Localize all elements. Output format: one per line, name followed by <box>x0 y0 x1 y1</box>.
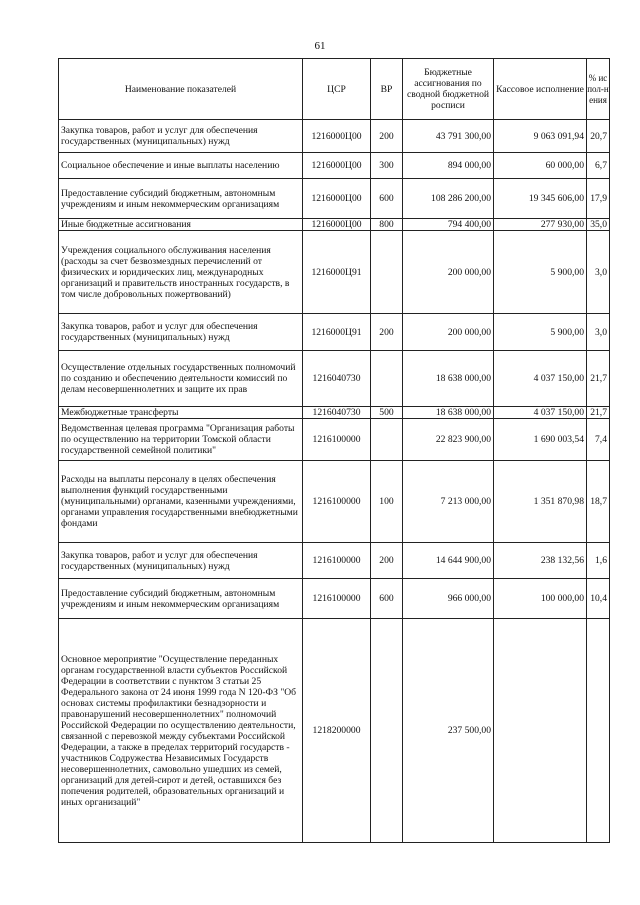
row-name: Учреждения социального обслуживания населения (расходы за счет безвозмездных перечислений от физических и юридических лиц, международных организаций и правительств иностранных государств, в том числе добровольных пожертвований) <box>59 231 303 314</box>
row-pct: 10,4 <box>587 579 610 619</box>
col-header-pct: % испол-нения <box>587 59 610 120</box>
table-row <box>59 461 610 543</box>
row-name: Закупка товаров, работ и услуг для обеспечения государственных (муниципальных) нужд <box>59 314 303 351</box>
col-header-allocations: Бюджетные ассигнования по сводной бюджетной росписи <box>403 59 494 120</box>
budget-table <box>58 58 610 843</box>
table-row <box>59 619 610 843</box>
row-pct: 1,6 <box>587 543 610 579</box>
row-csr: 1216100000 <box>303 419 371 461</box>
row-vr <box>371 231 403 314</box>
row-pct: 35,0 <box>587 219 610 231</box>
row-csr: 1216040730 <box>303 351 371 407</box>
row-csr: 1216100000 <box>303 579 371 619</box>
row-allocations: 966 000,00 <box>403 579 494 619</box>
row-csr: 1216100000 <box>303 461 371 543</box>
row-allocations: 7 213 000,00 <box>403 461 494 543</box>
row-cash: 1 690 003,54 <box>494 419 587 461</box>
row-cash: 5 900,00 <box>494 314 587 351</box>
table-row <box>59 179 610 219</box>
row-vr <box>371 419 403 461</box>
row-allocations: 200 000,00 <box>403 314 494 351</box>
row-pct: 6,7 <box>587 153 610 179</box>
row-vr: 100 <box>371 461 403 543</box>
row-pct: 18,7 <box>587 461 610 543</box>
row-name: Предоставление субсидий бюджетным, автономным учреждениям и иным некоммерческим организациям <box>59 179 303 219</box>
row-pct: 17,9 <box>587 179 610 219</box>
row-csr: 1216040730 <box>303 407 371 419</box>
table-row <box>59 407 610 419</box>
row-allocations: 43 791 300,00 <box>403 120 494 153</box>
row-cash <box>494 619 587 843</box>
row-csr: 1216000Ц91 <box>303 231 371 314</box>
table-row <box>59 543 610 579</box>
row-vr: 200 <box>371 543 403 579</box>
row-allocations: 794 400,00 <box>403 219 494 231</box>
row-allocations: 22 823 900,00 <box>403 419 494 461</box>
row-cash: 60 000,00 <box>494 153 587 179</box>
row-pct: 3,0 <box>587 231 610 314</box>
row-allocations: 18 638 000,00 <box>403 407 494 419</box>
row-name: Предоставление субсидий бюджетным, автономным учреждениям и иным некоммерческим организациям <box>59 579 303 619</box>
table-row <box>59 419 610 461</box>
row-csr: 1216000Ц00 <box>303 153 371 179</box>
header-row <box>59 59 610 120</box>
row-name: Иные бюджетные ассигнования <box>59 219 303 231</box>
row-cash: 4 037 150,00 <box>494 407 587 419</box>
row-allocations: 18 638 000,00 <box>403 351 494 407</box>
table-row <box>59 351 610 407</box>
row-allocations: 237 500,00 <box>403 619 494 843</box>
table-row <box>59 579 610 619</box>
table-row <box>59 314 610 351</box>
row-pct: 20,7 <box>587 120 610 153</box>
row-pct: 21,7 <box>587 351 610 407</box>
table-row <box>59 219 610 231</box>
row-name: Расходы на выплаты персоналу в целях обеспечения выполнения функций государственными (муниципальными) органами, казенными учреждениями, органами управления государственными внебюджетными фондами <box>59 461 303 543</box>
row-vr: 600 <box>371 579 403 619</box>
row-csr: 1216000Ц91 <box>303 314 371 351</box>
row-pct: 3,0 <box>587 314 610 351</box>
row-pct <box>587 619 610 843</box>
page-number: 61 <box>314 40 326 52</box>
row-vr <box>371 351 403 407</box>
row-allocations: 894 000,00 <box>403 153 494 179</box>
row-pct: 7,4 <box>587 419 610 461</box>
row-csr: 1218200000 <box>303 619 371 843</box>
row-name: Межбюджетные трансферты <box>59 407 303 419</box>
row-csr: 1216000Ц00 <box>303 179 371 219</box>
row-cash: 238 132,56 <box>494 543 587 579</box>
row-cash: 9 063 091,94 <box>494 120 587 153</box>
row-cash: 5 900,00 <box>494 231 587 314</box>
row-name: Ведомственная целевая программа "Организация работы по осуществлению на территории Томской области государственной семейной политики" <box>59 419 303 461</box>
row-csr: 1216100000 <box>303 543 371 579</box>
row-vr: 200 <box>371 314 403 351</box>
col-header-vr: ВР <box>371 59 403 120</box>
row-cash: 4 037 150,00 <box>494 351 587 407</box>
row-vr <box>371 619 403 843</box>
table-row <box>59 120 610 153</box>
row-vr: 300 <box>371 153 403 179</box>
table-row <box>59 153 610 179</box>
col-header-cash: Кассовое исполнение <box>494 59 587 120</box>
row-vr: 500 <box>371 407 403 419</box>
col-header-csr: ЦСР <box>303 59 371 120</box>
row-allocations: 200 000,00 <box>403 231 494 314</box>
row-allocations: 14 644 900,00 <box>403 543 494 579</box>
col-header-name: Наименование показателей <box>59 59 303 120</box>
row-pct: 21,7 <box>587 407 610 419</box>
row-allocations: 108 286 200,00 <box>403 179 494 219</box>
row-vr: 800 <box>371 219 403 231</box>
row-vr: 200 <box>371 120 403 153</box>
row-name: Социальное обеспечение и иные выплаты населению <box>59 153 303 179</box>
row-name: Основное мероприятие "Осуществление переданных органам государственной власти субъектов Российской Федерации в соответствии с пунктом 3 статьи 25 Федерального закона от 24 июня 1999 года N 120-ФЗ "Об основах системы профилактики безнадзорности и правонарушений несовершеннолетних" полномочий Российской Федерации по осуществлению деятельности, связанной с перевозкой между субъектами Российской Федерации, а также в пределах территорий государств - участников Содружества Независимых Государств несовершеннолетних, самовольно ушедших из семей, организаций для детей-сирот и детей, оставшихся без попечения родителей, образовательных организаций и иных организаций" <box>59 619 303 843</box>
row-cash: 1 351 870,98 <box>494 461 587 543</box>
row-csr: 1216000Ц00 <box>303 219 371 231</box>
row-cash: 19 345 606,00 <box>494 179 587 219</box>
row-cash: 277 930,00 <box>494 219 587 231</box>
row-name: Закупка товаров, работ и услуг для обеспечения государственных (муниципальных) нужд <box>59 543 303 579</box>
row-name: Закупка товаров, работ и услуг для обеспечения государственных (муниципальных) нужд <box>59 120 303 153</box>
row-cash: 100 000,00 <box>494 579 587 619</box>
table-row <box>59 231 610 314</box>
row-vr: 600 <box>371 179 403 219</box>
row-csr: 1216000Ц00 <box>303 120 371 153</box>
row-name: Осуществление отдельных государственных полномочий по созданию и обеспечению деятельности комиссий по делам несовершеннолетних и защите их прав <box>59 351 303 407</box>
